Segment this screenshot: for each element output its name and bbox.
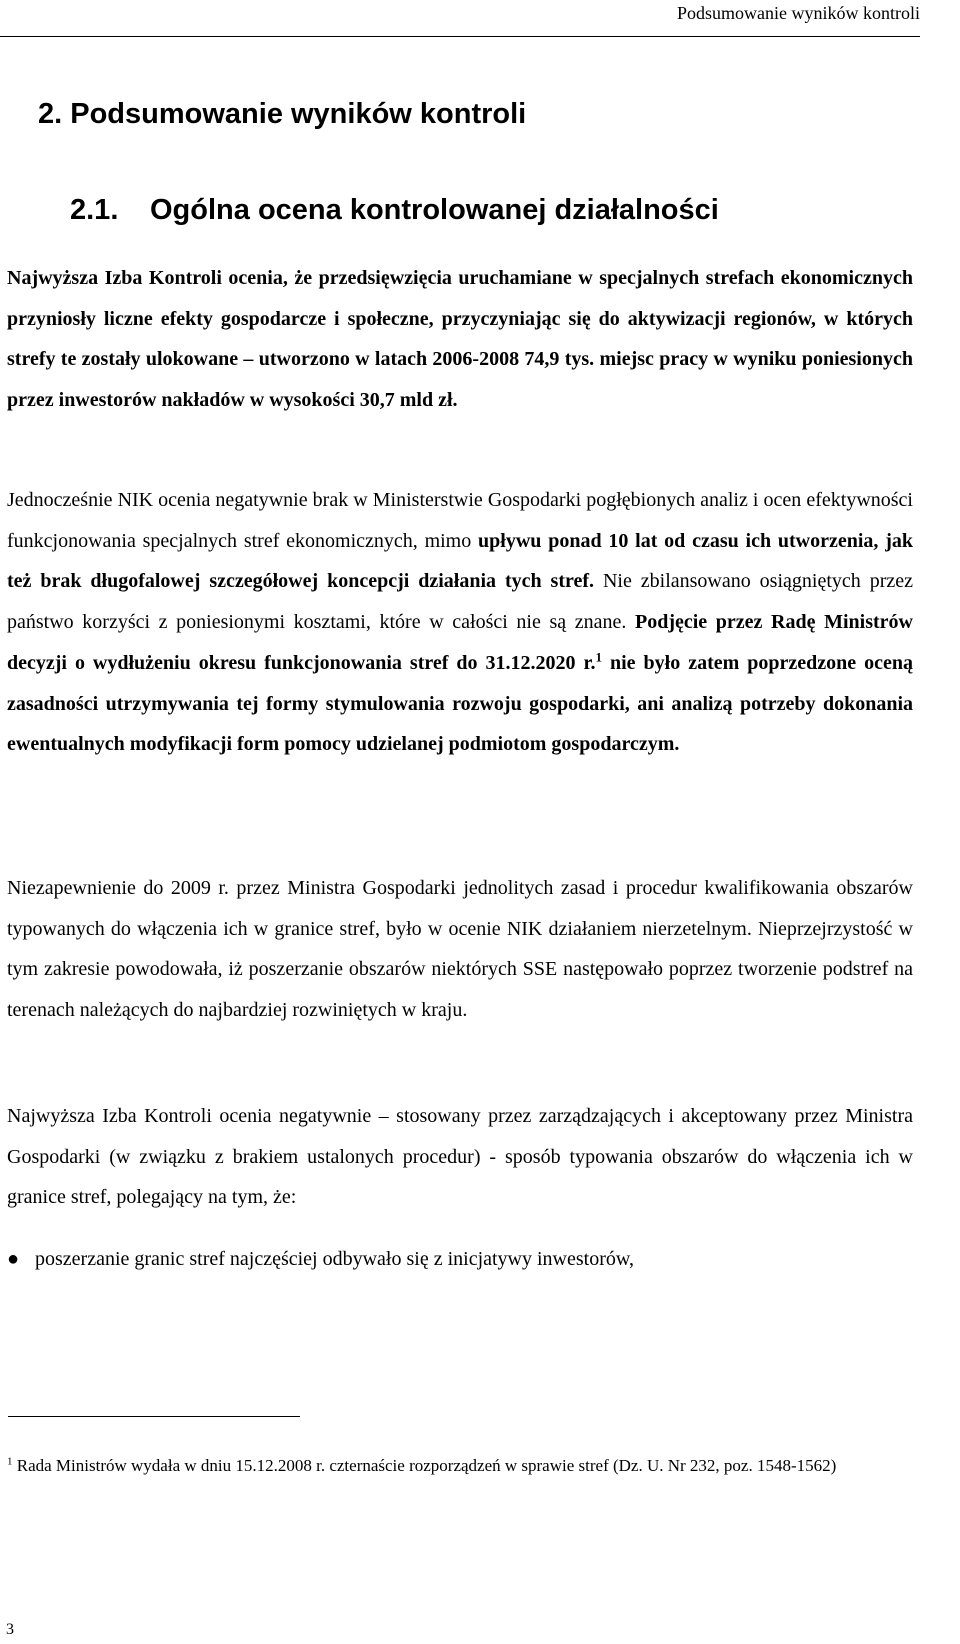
paragraph-4: Najwyższa Izba Kontroli ocenia negatywnie – stosowany przez zarządzających i akceptowany przez Ministra Gospodarki (w związku z brakiem ustalonych procedur) - sposób typowania obszarów do włączenia ich w granice stref, polegający na tym, że: — [7, 1105, 913, 1209]
bullet-icon: ● — [7, 1248, 20, 1270]
section-heading: 2. Podsumowanie wyników kontroli — [38, 98, 527, 130]
bullet-text: poszerzanie granic stref najczęściej odbywało się z inicjatywy inwestorów, — [35, 1248, 635, 1270]
footnote — [7, 1454, 913, 1478]
subsection-title: Ogólna ocena kontrolowanej działalności — [150, 194, 719, 226]
footnote-marker: 1 — [7, 1455, 13, 1468]
bullet-list-item — [7, 1239, 913, 1279]
paragraph-2-part-b: upływu ponad 10 lat od czasu ich utworzenia, jak też brak długofalowej szczegółowej koncepcji działania tych stref. — [7, 529, 913, 593]
paragraph-1: Najwyższa Izba Kontroli ocenia, że przedsięwzięcia uruchamiane w specjalnych strefach ekonomicznych przyniosły liczne efekty gospodarcze i społeczne, przyczyniając się do aktywizacji regionów, w których strefy te zostały ulokowane – utworzono w latach 2006-2008 74,9 tys. miejsc pracy w wyniku poniesionych przez inwestorów nakładów w wysokości 30,7 mld zł. — [7, 267, 913, 412]
paragraph-2-part-e: nie było zatem poprzedzone oceną zasadności utrzymywania tej formy stymulowania rozwoju gospodarki, ani analizą potrzeby dokonania ewentualnych modyfikacji form pomocy udzielanej podmiotom gospodarczym. — [7, 651, 913, 756]
footnote-text: Rada Ministrów wydała w dniu 15.12.2008 r. czternaście rozporządzeń w sprawie stref (Dz. U. Nr 232, poz. 1548-1562) — [12, 1456, 837, 1475]
footnote-separator — [8, 1416, 300, 1417]
subsection-heading — [70, 192, 719, 228]
paragraph-2-part-d: Podjęcie przez Radę Ministrów decyzji o wydłużeniu okresu funkcjonowania stref do 31.12.2020 r. — [7, 611, 913, 674]
paragraph-2-part-a: Jednocześnie NIK ocenia negatywnie brak w Ministerstwie Gospodarki pogłębionych analiz i ocen efektywności funkcjonowania specjalnych stref ekonomicznych, mimo — [7, 489, 913, 552]
page-number: 3 — [6, 1621, 14, 1638]
paragraph-2 — [7, 480, 913, 765]
subsection-number: 2.1. — [70, 194, 119, 226]
paragraph-2-part-c: Nie zbilansowano osiągniętych przez państwo korzyści z poniesionymi kosztami, które w całości nie są znane. — [7, 570, 913, 634]
running-header: Podsumowanie wyników kontroli — [0, 0, 920, 37]
paragraph-3: Niezapewnienie do 2009 r. przez Ministra Gospodarki jednolitych zasad i procedur kwalifikowania obszarów typowanych do włączenia ich w granice stref, było w ocenie NIK działaniem nierzetelnym. Nieprzejrzystość w tym zakresie powodowała, iż poszerzanie obszarów niektórych SSE następowało poprzez tworzenie podstref na terenach należących do najbardziej rozwiniętych w kraju. — [7, 877, 913, 1022]
footnote-reference: 1 — [595, 649, 603, 665]
